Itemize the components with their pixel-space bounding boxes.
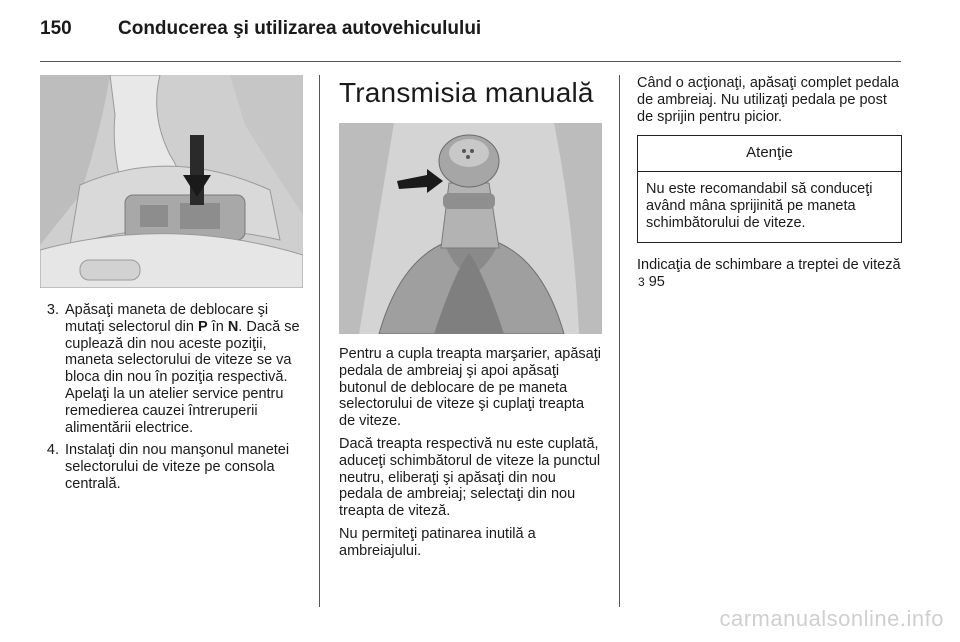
position-p-label: P <box>197 318 208 335</box>
list-item <box>40 302 303 436</box>
page-number: 150 <box>40 18 72 39</box>
list-item <box>40 442 303 492</box>
gear-knob-illustration <box>339 123 602 334</box>
column-right <box>637 75 902 290</box>
step-text <box>65 302 303 436</box>
warning-box <box>637 135 902 242</box>
section-title: Transmisia manuală <box>339 77 594 108</box>
column-middle <box>339 75 602 566</box>
step-number: 4. <box>46 442 59 459</box>
chapter-title: Conducerea şi utilizarea autovehiculului <box>118 18 482 39</box>
reference-page[interactable]: 95 <box>648 273 665 290</box>
column-divider <box>319 75 320 607</box>
reference-arrow-icon: 3 <box>638 274 645 289</box>
column-left <box>40 75 303 499</box>
step-text-part: Apăsaţi maneta de deblocare şi mutaţi selectorul din <box>65 302 269 335</box>
step-text-part: în <box>207 318 228 335</box>
body-text <box>339 346 602 560</box>
step-number: 3. <box>46 302 59 318</box>
intro-paragraph: Când o acţionaţi, apăsaţi complet pedala de ambreiaj. Nu utilizaţi pedala pe post de sprijin pentru picior. <box>637 75 899 125</box>
position-n-label: N <box>227 318 239 335</box>
paragraph: Nu permiteţi patinarea inutilă a ambreiajului. <box>339 525 536 559</box>
cross-reference-text: Indicaţia de schimbare a treptei de viteză <box>637 256 901 273</box>
cross-reference[interactable] <box>637 257 902 291</box>
paragraph: Pentru a cupla treapta marşarier, apăsaţi pedala de ambreiaj şi apoi apăsaţi butonul de deblocare de pe maneta selectorului de viteze şi cuplaţi treapta de viteze. <box>339 346 601 430</box>
warning-text: Nu este recomandabil să conduceţi având mâna sprijinită pe maneta schimbătorului de viteze. <box>646 181 873 231</box>
paragraph: Dacă treapta respectivă nu este cuplată, aduceţi schimbătorul de viteze la punctul neutru, eliberaţi şi apăsaţi din nou pedala de ambreiaj; selectaţi din nou treapta de viteză. <box>339 435 601 520</box>
steps-list <box>40 302 303 493</box>
selector-lever-illustration <box>40 75 303 288</box>
warning-title: Atenţie <box>638 136 901 172</box>
page-header <box>40 14 481 44</box>
watermark: carmanualsonline.info <box>719 606 944 631</box>
step-text-part: . Dacă se cuplează din nou aceste poziţii, maneta selectorului de viteze se va bloca din nou în poziţia respectivă. Apelaţi la un atelier service pentru remedierea cauzei întreruperii alimentării electrice. <box>65 318 300 436</box>
column-divider <box>619 75 620 607</box>
header-rule <box>40 61 901 62</box>
step-text: Instalaţi din nou manşonul manetei selectorului de viteze pe consola centrală. <box>65 442 290 492</box>
